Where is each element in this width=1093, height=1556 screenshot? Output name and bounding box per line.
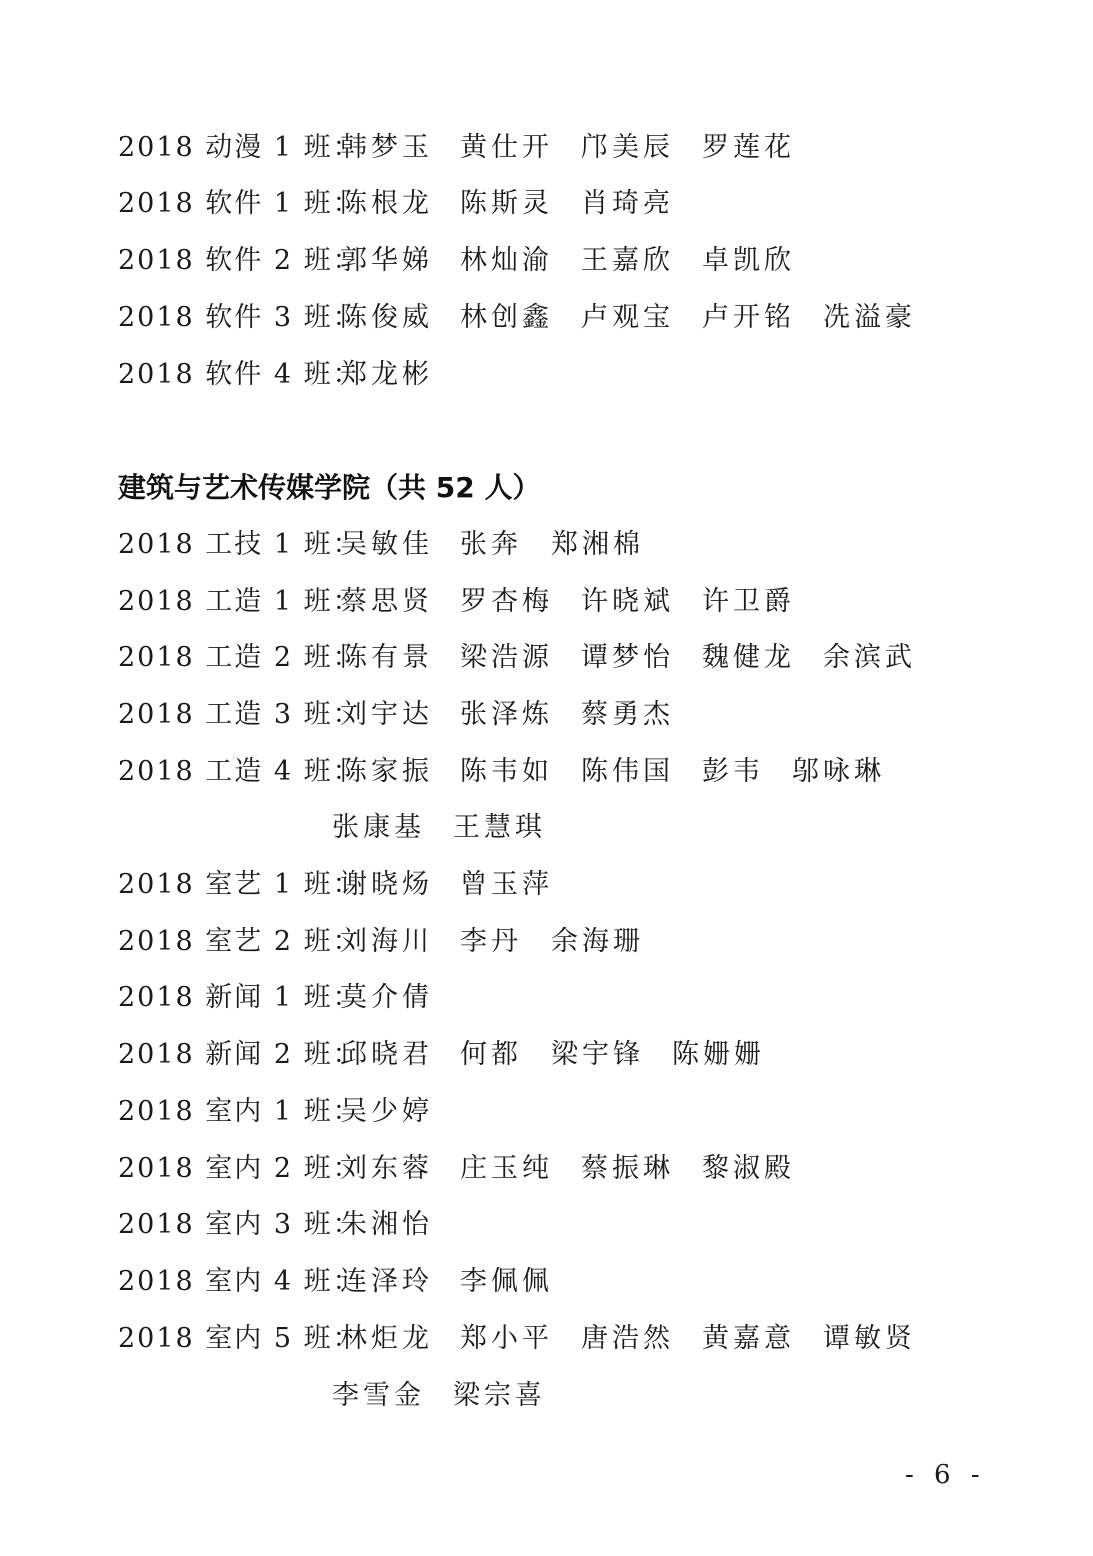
- class-label: 2018 新闻 2 班：: [118, 1039, 362, 1070]
- student-name: 曾玉萍: [460, 869, 553, 900]
- class-label: 2018 软件 2 班：: [118, 245, 362, 276]
- section-title: 建筑与艺术传媒学院（共 52 人）: [118, 471, 541, 504]
- student-name: 郑湘棉: [551, 529, 644, 560]
- student-name: 连泽玲: [340, 1266, 433, 1297]
- student-name: 王嘉欣: [581, 245, 674, 276]
- student-name: 莫介倩: [340, 982, 433, 1013]
- student-name: 庄玉纯: [460, 1153, 553, 1184]
- student-name: 许卫爵: [702, 586, 795, 617]
- class-label: 2018 室内 2 班：: [118, 1153, 362, 1184]
- student-name: 王慧琪: [453, 812, 546, 843]
- student-name: 张奔: [460, 529, 522, 560]
- student-name: 陈根龙: [340, 188, 433, 219]
- student-name: 刘海川: [340, 926, 433, 957]
- student-name: 余海珊: [551, 926, 644, 957]
- student-name: 黎淑殿: [702, 1153, 795, 1184]
- student-name: 梁宗喜: [453, 1380, 546, 1411]
- class-label: 2018 新闻 1 班：: [118, 982, 362, 1013]
- student-name: 郭华娣: [340, 245, 433, 276]
- class-label: 2018 工造 4 班：: [118, 756, 362, 787]
- student-name: 蔡思贤: [340, 586, 433, 617]
- student-name: 黄仕开: [460, 132, 553, 163]
- student-name: 邝美辰: [581, 132, 674, 163]
- student-name: 陈俊威: [340, 302, 433, 333]
- class-label: 2018 室艺 2 班：: [118, 926, 362, 957]
- class-label: 2018 软件 1 班：: [118, 188, 362, 219]
- class-label: 2018 软件 3 班：: [118, 302, 362, 333]
- class-label: 2018 动漫 1 班：: [118, 132, 362, 163]
- student-name: 李雪金: [332, 1380, 425, 1411]
- student-name: 郑小平: [460, 1323, 553, 1354]
- student-name: 郑龙彬: [340, 359, 433, 390]
- student-name: 陈家振: [340, 756, 433, 787]
- student-name: 林创鑫: [460, 302, 553, 333]
- student-name: 张康基: [332, 812, 425, 843]
- student-name: 余滨武: [823, 642, 916, 673]
- student-name: 陈伟国: [581, 756, 674, 787]
- student-name: 彭韦: [702, 756, 764, 787]
- student-name: 陈有景: [340, 642, 433, 673]
- student-name: 邱晓君: [340, 1039, 433, 1070]
- student-name: 李丹: [460, 926, 522, 957]
- student-name: 李佩佩: [460, 1266, 553, 1297]
- student-name: 谭敏贤: [823, 1323, 916, 1354]
- student-name: 唐浩然: [581, 1323, 674, 1354]
- student-name: 蔡勇杰: [581, 699, 674, 730]
- class-label: 2018 室内 4 班：: [118, 1266, 362, 1297]
- student-name: 吴少婷: [340, 1096, 433, 1127]
- class-label: 2018 工技 1 班：: [118, 529, 362, 560]
- student-name: 卢观宝: [581, 302, 674, 333]
- student-name: 陈姗姗: [672, 1039, 765, 1070]
- class-label: 2018 工造 3 班：: [118, 699, 362, 730]
- class-label: 2018 室内 1 班：: [118, 1096, 362, 1127]
- student-name: 林炬龙: [340, 1323, 433, 1354]
- student-name: 陈韦如: [460, 756, 553, 787]
- class-label: 2018 工造 1 班：: [118, 586, 362, 617]
- student-name: 谭梦怡: [581, 642, 674, 673]
- student-name: 卢开铭: [702, 302, 795, 333]
- student-name: 黄嘉意: [702, 1323, 795, 1354]
- student-name: 肖琦亮: [581, 188, 674, 219]
- page-number: - 6 -: [905, 1460, 986, 1490]
- student-name: 朱湘怡: [340, 1209, 433, 1240]
- student-name: 许晓斌: [581, 586, 674, 617]
- student-name: 魏健龙: [702, 642, 795, 673]
- student-name: 邬咏琳: [792, 756, 885, 787]
- class-label: 2018 软件 4 班：: [118, 359, 362, 390]
- student-name: 刘东蓉: [340, 1153, 433, 1184]
- student-name: 韩梦玉: [340, 132, 433, 163]
- class-label: 2018 室内 5 班：: [118, 1323, 362, 1354]
- student-name: 张泽炼: [460, 699, 553, 730]
- student-name: 谢晓炀: [340, 869, 433, 900]
- student-name: 刘宇达: [340, 699, 433, 730]
- student-name: 罗杏梅: [460, 586, 553, 617]
- class-label: 2018 工造 2 班：: [118, 642, 362, 673]
- class-label: 2018 室艺 1 班：: [118, 869, 362, 900]
- student-name: 林灿渝: [460, 245, 553, 276]
- student-name: 吴敏佳: [340, 529, 433, 560]
- student-name: 冼溢豪: [823, 302, 916, 333]
- student-name: 罗莲花: [702, 132, 795, 163]
- student-name: 蔡振琳: [581, 1153, 674, 1184]
- student-name: 梁宇锋: [551, 1039, 644, 1070]
- student-name: 陈斯灵: [460, 188, 553, 219]
- class-label: 2018 室内 3 班：: [118, 1209, 362, 1240]
- student-name: 梁浩源: [460, 642, 553, 673]
- student-name: 卓凯欣: [702, 245, 795, 276]
- student-name: 何都: [460, 1039, 522, 1070]
